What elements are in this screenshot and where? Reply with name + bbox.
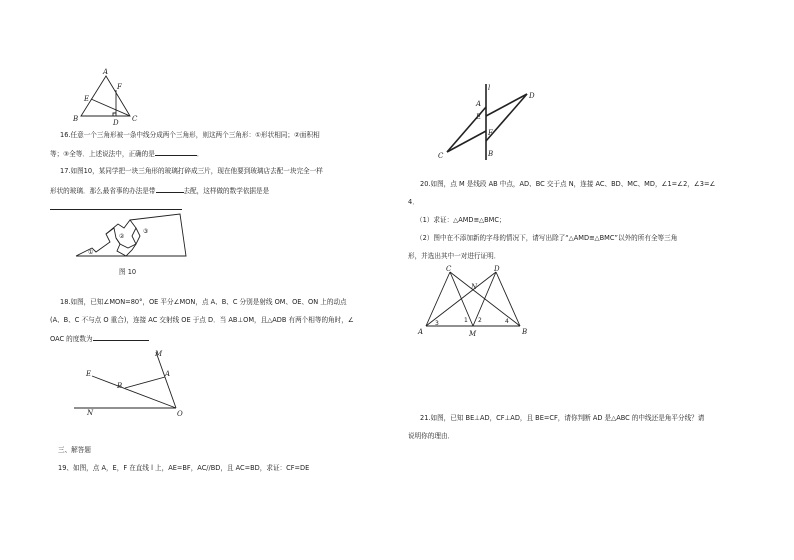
q20-line2: 4．: [408, 198, 419, 206]
q19-segment-cf: [447, 131, 486, 152]
q16-line2-end: ．: [196, 150, 204, 158]
q17-line2-end: 去配，这样做的数学依据是是: [183, 187, 270, 195]
q17-line1: 17.如图10，某同学把一块三角形的玻璃打碎成三片，现在他要到玻璃店去配一块完全一样: [60, 167, 323, 175]
q20-segment-md: [473, 272, 496, 326]
q17-broken-glass-figure: [70, 214, 190, 262]
q18-answer-blank[interactable]: [93, 334, 149, 341]
q19-segment-de: [486, 94, 527, 116]
q16-label-f: F: [117, 83, 122, 91]
q18-label-b: B: [117, 382, 123, 390]
q16-label-c: C: [132, 115, 138, 123]
q16-line1: 16.任意一个三角形被一条中线分成两个三角形，则这两个三角形：①形状相同；②面积相: [60, 131, 320, 139]
q20-label-angle-3: 3: [435, 320, 439, 327]
q19-figure: [436, 82, 546, 162]
q20-segment-ac: [426, 272, 450, 326]
q16-label-e: E: [84, 95, 90, 103]
q18-line3: [50, 334, 149, 344]
q18-segment-ab: [125, 377, 165, 388]
q17-label-piece-1: ①: [88, 249, 94, 256]
q19-label-d: D: [529, 92, 535, 100]
q19-label-l: l: [488, 84, 491, 92]
q18-line3-text: OAC 的度数为: [50, 335, 93, 343]
q17-answer-blank-2[interactable]: [50, 203, 182, 210]
q20-label-c: C: [446, 265, 452, 273]
q20-label-angle-4: 4: [505, 318, 509, 325]
q17-line2: [50, 186, 269, 196]
q18-label-m: M: [155, 350, 163, 358]
q19-label-f: F: [488, 129, 493, 137]
q20-line1: 20.如图，点 M 是线段 AB 中点，AD、BC 交于点 N，连接 AC、BD、MC、MD，∠1=∠2，∠3=∠: [420, 180, 716, 188]
q17-label-piece-3: ③: [143, 228, 149, 235]
q17-answer-blank-1[interactable]: [156, 186, 184, 193]
q19-label-c: C: [438, 152, 444, 160]
q17-line2-text: 形状的玻璃．那么最省事的办法是带: [50, 187, 156, 195]
q17-piece-3: [126, 214, 186, 256]
section-heading-solutions: 三、解答题: [58, 446, 91, 454]
q20-segment-mc: [450, 272, 473, 326]
q20-label-angle-1: 1: [464, 317, 468, 324]
q19-line1: 19、如图，点 A，E，F 在直线 l 上，AE=BF，AC//BD，且 AC=BD，求证：CF=DE: [58, 464, 310, 472]
q16-label-b: B: [73, 115, 79, 123]
q20-label-angle-2: 2: [478, 317, 482, 324]
q17-figure-caption: 图 10: [119, 268, 137, 276]
q16-segment-ce: [91, 99, 130, 116]
q19-label-a: A: [476, 100, 482, 108]
q18-line2: (A、B、C 不与点 O 重合)，连接 AC 交射线 OE 于点 D．当 AB⊥OM，且△ADB 有两个相等的角时，∠: [50, 316, 354, 324]
q20-label-d: D: [494, 265, 500, 273]
q17-label-piece-2: ②: [119, 233, 125, 240]
q16-answer-blank[interactable]: [155, 149, 197, 156]
q18-angle-figure: [70, 346, 190, 418]
q21-line2: 说明你的理由．: [408, 432, 455, 440]
q20-label-n: N: [471, 283, 478, 291]
q16-label-d: D: [113, 119, 119, 127]
q18-label-o: O: [177, 410, 183, 418]
q16-line2-text: 等；③全等．上述说法中，正确的是: [50, 150, 155, 158]
q18-line1: 18.如图，已知∠MON=80°，OE 平分∠MON，点 A、B、C 分别是射线 OM、OE、ON 上的动点: [60, 298, 347, 306]
q19-label-b: B: [488, 150, 494, 158]
q21-line1: 21.如图，已知 BE⊥AD，CF⊥AD，且 BE=CF，请你判断 AD 是△ABC 的中线还是角平分线？请: [420, 414, 705, 422]
q18-label-n: N: [87, 409, 94, 417]
q16-line2: [50, 149, 203, 159]
q20-label-a: A: [418, 328, 424, 336]
q18-ray-oe: [92, 376, 176, 408]
q18-label-a: A: [165, 370, 171, 378]
q20-figure: [418, 262, 530, 340]
q20-part2-line1: （2）图中在不添加新的字母的情况下，请写出除了“△AMD≌△BMC”以外的所有全等三角: [416, 234, 678, 242]
q16-label-a: A: [103, 68, 109, 76]
q20-part1: （1）求证：△AMD≌△BMC；: [416, 216, 506, 224]
q18-ray-om: [156, 352, 176, 408]
q18-label-e: E: [86, 370, 92, 378]
q20-label-b: B: [522, 328, 528, 336]
q19-label-e: E: [476, 113, 482, 121]
q20-label-m: M: [469, 330, 477, 338]
q20-part2-line2: 形，并选出其中一对进行证明．: [408, 252, 501, 260]
q16-triangle-figure: [70, 68, 140, 126]
